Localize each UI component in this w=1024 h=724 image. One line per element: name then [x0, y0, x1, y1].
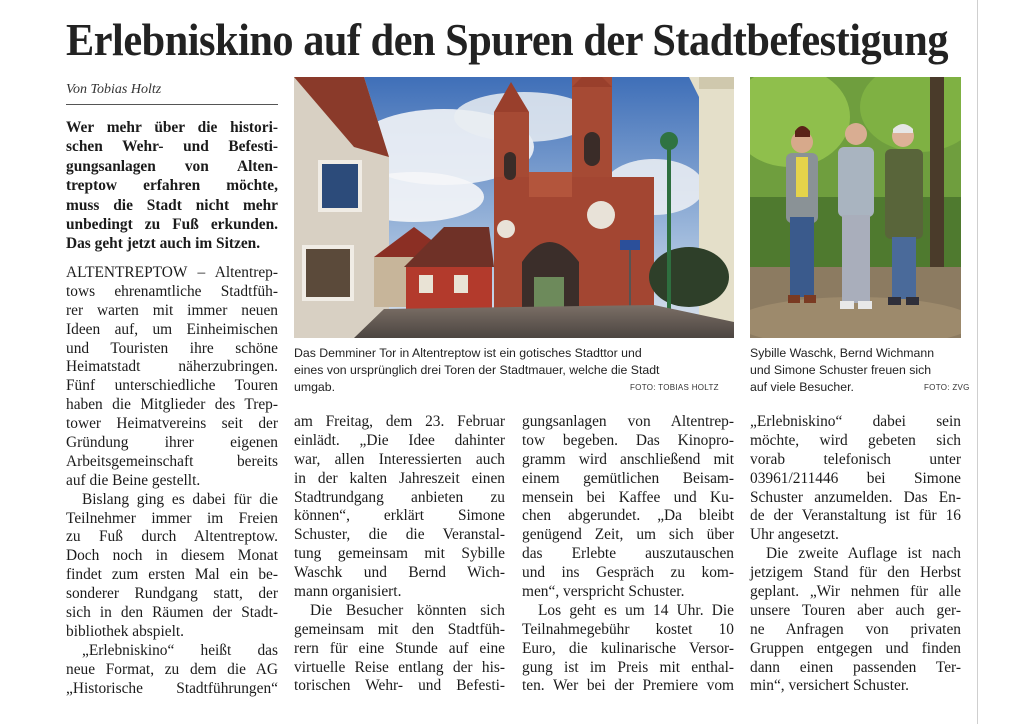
text-line: virtuelle Reise entlang der his-: [294, 658, 505, 676]
text-line: in der kalten Jahreszeit einen: [294, 469, 505, 487]
article-column-2: [294, 413, 505, 696]
text-line: Waschk und Bernd Wich-: [294, 564, 505, 582]
text-line: Stadtrundgang anbieten zu: [294, 488, 505, 506]
lead-line: treptow erfahren möchte,: [66, 177, 278, 195]
caption-line: auf viele Besucher.: [750, 380, 854, 394]
text-line: min“, versichert Schuster.: [750, 677, 909, 695]
text-line: haben die Mitglieder des Trep-: [66, 396, 278, 414]
text-line: dann einen passenden Ter-: [750, 658, 961, 676]
text-line: Fünf unterschiedliche Touren: [66, 377, 278, 395]
text-line: tower Heimatvereins seit der: [66, 415, 278, 433]
photo-organizers: [750, 77, 961, 338]
text-line: Schuster, die die Veranstal-: [294, 526, 505, 544]
text-line: unsere Touren aber auch ger-: [750, 601, 961, 619]
page-edge-rule: [977, 0, 978, 724]
text-line: einem gemütlichen Beisam-: [522, 469, 734, 487]
text-line: Die zweite Auflage ist nach: [766, 545, 961, 563]
text-line: gungsanlagen von Altentrep-: [522, 413, 734, 430]
caption-line: Sybille Waschk, Bernd Wichmann: [750, 346, 935, 360]
text-line: gemeinsam mit den Stadtfüh-: [294, 620, 505, 638]
text-line: vorab telefonisch unter: [750, 450, 961, 468]
text-line: „Erlebniskino“ dabei sein: [750, 413, 961, 430]
text-line: „Erlebniskino“ heißt das: [82, 641, 278, 659]
text-line: tows ehrenamtliche Stadtfüh-: [66, 282, 278, 300]
text-line: Gründung ihrer eigenen: [66, 434, 278, 452]
text-line: sich in den Räumen der Stadt-: [66, 604, 278, 622]
byline: Von Tobias Holtz: [66, 82, 162, 97]
text-line: 03961/211446 bei Simone: [750, 469, 961, 487]
text-line: Bislang ging es dabei für die: [82, 490, 278, 508]
text-line: Doch noch in diesem Monat: [66, 547, 278, 565]
text-line: Los geht es um 14 Uhr. Die: [538, 601, 734, 619]
photo-demminer-tor: [294, 77, 734, 338]
text-line: Heimatstadt näherzubringen.: [66, 358, 278, 376]
caption-line: Das Demminer Tor in Altentreptow ist ein gotisches Stadttor und: [294, 346, 642, 360]
caption-line: umgab.: [294, 380, 336, 394]
text-line: einlädt. „Die Idee dahinter: [294, 431, 505, 449]
text-line: rer warten mit immer neuen: [66, 301, 278, 319]
caption-line: und Simone Schuster freuen sich: [750, 363, 932, 377]
text-line: tung gemeinsam mit Sybille: [294, 545, 505, 563]
text-line: möchte, wird gebeten sich: [750, 431, 961, 449]
text-line: mensein bei Kaffee und Ku-: [522, 488, 734, 506]
text-line: gramm wird anschließend mit: [522, 450, 734, 468]
lead-line: Wer mehr über die histori-: [66, 119, 278, 136]
text-line: Ideen auf, um Einheimischen: [66, 320, 278, 338]
lead-line: unbedingt zu Fuß erkunden.: [66, 216, 278, 234]
article-column-4: [750, 413, 961, 696]
lead-line: muss die Stadt nicht mehr: [66, 196, 278, 214]
text-line: tow begeben. Das Kinopro-: [522, 431, 734, 449]
text-line: mann organisiert.: [294, 583, 402, 601]
text-line: rern für eine Stunde auf eine: [294, 639, 505, 657]
text-line: genügend Zeit, um sich über: [522, 526, 734, 544]
text-line: am Freitag, dem 23. Februar: [294, 413, 505, 430]
lead-line: schen Wehr- und Befesti-: [66, 138, 278, 156]
text-line: können“, erklärt Simone: [294, 507, 505, 525]
text-line: men“, verspricht Schuster.: [522, 583, 685, 601]
photo-credit-main: FOTO: TOBIAS HOLTZ: [630, 383, 719, 392]
text-line: geplant. „Wir nehmen für alle: [750, 583, 961, 601]
text-line: findet zum ersten Mal ein be-: [66, 566, 278, 584]
byline-divider: [66, 104, 278, 105]
text-line: bibliothek abspielt.: [66, 622, 184, 640]
headline: Erlebniskino auf den Spuren der Stadtbefestigung: [66, 15, 949, 65]
text-line: zu Fuß durch Altentreptow.: [66, 528, 278, 546]
text-line: und Touristen ihre schöne: [66, 339, 278, 357]
text-line: auf die Beine gestellt.: [66, 471, 201, 489]
text-line: gung ist im Preis mit enthal-: [522, 658, 734, 676]
text-line: ne Anfragen von privaten: [750, 620, 961, 638]
lead-line: Das geht jetzt auch im Sitzen.: [66, 235, 261, 253]
caption-line: eines von ursprünglich drei Toren der Stadtmauer, welche die Stadt: [294, 363, 660, 377]
text-line: „Historische Stadtführungen“: [66, 679, 278, 697]
lead-line: gungsanlagen von Alten-: [66, 157, 278, 175]
text-line: ten. Wer bei der Premiere vom: [522, 677, 734, 695]
article-column-3: [522, 413, 734, 696]
text-line: Teilnahmegebühr kostet 10: [522, 620, 734, 638]
text-line: Gruppen entgegen und finden: [750, 639, 961, 657]
text-line: jetzigem Stand für den Herbst: [750, 564, 961, 582]
text-line: und ins Gespräch zu kom-: [522, 564, 734, 582]
text-line: das Erlebte auszutauschen: [522, 545, 734, 563]
text-line: de der Veranstaltung ist für 16: [750, 507, 961, 525]
text-line: Die Besucher könnten sich: [310, 601, 505, 619]
photo-credit-side: FOTO: ZVG: [924, 383, 970, 392]
text-line: war, allen Interessierten auch: [294, 450, 505, 468]
text-line: Teilnehmer immer im Freien: [66, 509, 278, 527]
text-line: sonderer Rundgang statt, der: [66, 585, 278, 603]
text-line: Schuster anzumelden. Das En-: [750, 488, 961, 506]
text-line: Uhr angesetzt.: [750, 526, 839, 544]
text-line: torischen Wehr- und Befesti-: [294, 677, 505, 695]
text-line: Euro, die kulinarische Versor-: [522, 639, 734, 657]
article-column-1: [66, 264, 278, 698]
text-line: ALTENTREPTOW – Altentrep-: [66, 264, 278, 281]
text-line: chen abgerundet. „Da bleibt: [522, 507, 734, 525]
lead-paragraph: [66, 118, 278, 254]
text-line: Arbeitsgemeinschaft bereits: [66, 452, 278, 470]
text-line: neue Format, zu dem die AG: [66, 660, 278, 678]
